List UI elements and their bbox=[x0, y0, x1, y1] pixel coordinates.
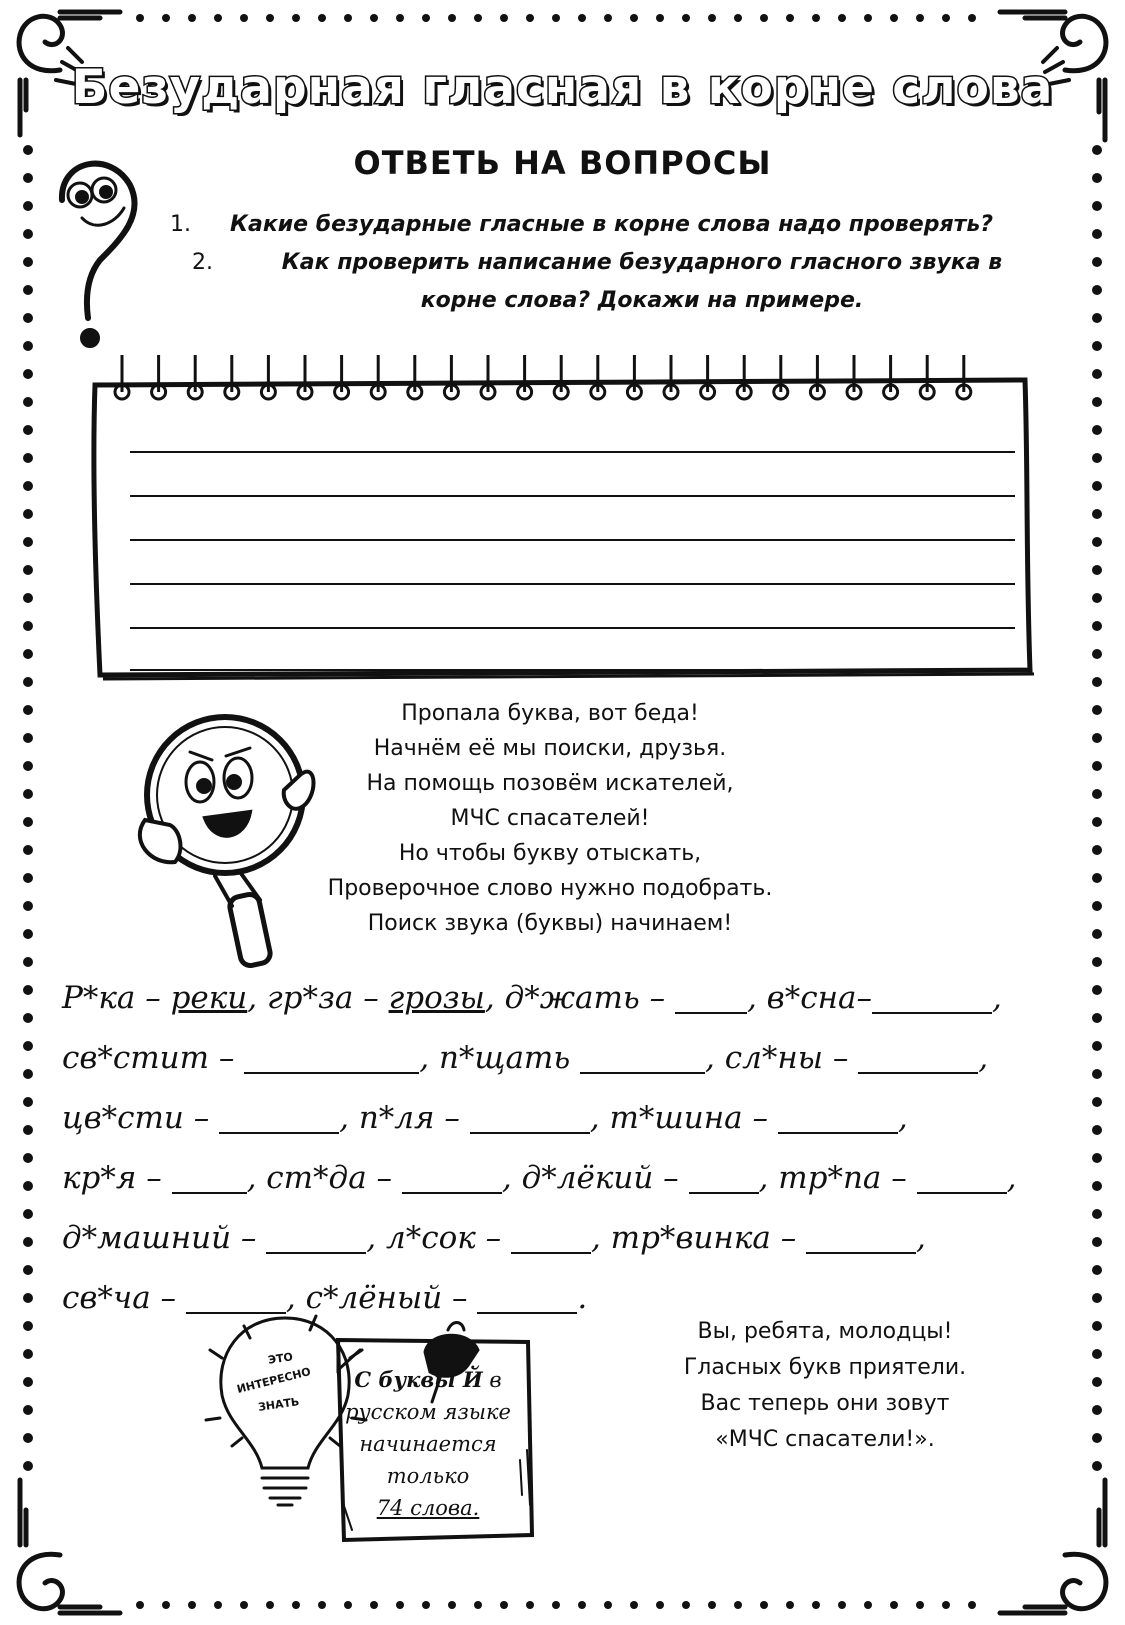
word-text: св*стит – bbox=[62, 1040, 245, 1076]
border-dot bbox=[1092, 481, 1102, 491]
border-dot bbox=[23, 1181, 33, 1191]
border-dot bbox=[23, 1097, 33, 1107]
poem-line: Но чтобы букву отыскать, bbox=[398, 841, 702, 866]
answer-blank[interactable] bbox=[477, 1282, 577, 1314]
border-dot bbox=[23, 649, 33, 659]
page-title: Безударная гласная в корне слова bbox=[71, 60, 1054, 115]
border-dot bbox=[23, 565, 33, 575]
word-text: цв*сти – bbox=[62, 1100, 220, 1136]
border-dot bbox=[1092, 1461, 1102, 1471]
border-dot bbox=[708, 14, 716, 22]
border-dot bbox=[604, 14, 612, 22]
poem-block bbox=[290, 696, 810, 941]
note-line: 74 слова. bbox=[376, 1496, 480, 1520]
border-dot bbox=[292, 14, 300, 22]
border-dot bbox=[23, 1265, 33, 1275]
example-answer: реки bbox=[170, 980, 248, 1016]
border-dot bbox=[1092, 537, 1102, 547]
border-dot bbox=[1092, 621, 1102, 631]
border-dot bbox=[23, 481, 33, 491]
border-dot bbox=[23, 229, 33, 239]
border-dot bbox=[136, 14, 144, 22]
border-dot bbox=[162, 14, 170, 22]
fact-note-text bbox=[344, 1364, 512, 1524]
border-dot bbox=[23, 509, 33, 519]
border-dot bbox=[396, 1601, 404, 1609]
border-dot bbox=[23, 1041, 33, 1051]
question-number: 2. bbox=[192, 250, 213, 275]
border-dot bbox=[682, 14, 690, 22]
border-dot bbox=[942, 14, 950, 22]
border-dot bbox=[23, 817, 33, 827]
border-dot bbox=[1092, 257, 1102, 267]
border-dot bbox=[630, 1601, 638, 1609]
border-dot bbox=[292, 1601, 300, 1609]
question-item bbox=[170, 206, 1070, 244]
border-dot bbox=[344, 1601, 352, 1609]
border-dot bbox=[23, 957, 33, 967]
poem-line: Начнём её мы поиски, друзья. bbox=[373, 736, 727, 761]
border-dot bbox=[188, 14, 196, 22]
border-dot bbox=[500, 1601, 508, 1609]
poem-line: МЧС спасателей! bbox=[450, 806, 650, 831]
border-dot bbox=[708, 1601, 716, 1609]
border-dot bbox=[1092, 593, 1102, 603]
border-dot bbox=[23, 789, 33, 799]
exercise-row bbox=[62, 1088, 1102, 1148]
word-text: . bbox=[577, 1280, 588, 1316]
border-dot bbox=[968, 14, 976, 22]
border-dot bbox=[23, 1377, 33, 1387]
border-dot bbox=[526, 1601, 534, 1609]
border-dot bbox=[188, 1601, 196, 1609]
word-text: , п*щать bbox=[419, 1040, 581, 1076]
border-dot bbox=[1092, 845, 1102, 855]
answer-blank[interactable] bbox=[244, 1042, 419, 1074]
border-dot bbox=[734, 1601, 742, 1609]
border-dot bbox=[23, 1013, 33, 1023]
border-dot bbox=[1092, 1433, 1102, 1443]
border-dot bbox=[916, 14, 924, 22]
word-text: Р*ка – bbox=[62, 980, 171, 1016]
border-dot bbox=[23, 1069, 33, 1079]
answer-blank[interactable] bbox=[172, 1162, 247, 1194]
border-dot bbox=[760, 14, 768, 22]
border-dot bbox=[23, 901, 33, 911]
section-subtitle: ОТВЕТЬ НА ВОПРОСЫ bbox=[353, 144, 772, 182]
border-dot bbox=[23, 873, 33, 883]
border-dot bbox=[214, 1601, 222, 1609]
exercise-row bbox=[62, 1028, 1102, 1088]
answer-blank[interactable] bbox=[858, 1042, 978, 1074]
border-dot bbox=[370, 14, 378, 22]
notebook-lines bbox=[130, 452, 1015, 670]
border-dot bbox=[23, 1293, 33, 1303]
word-text: , л*сок – bbox=[366, 1220, 511, 1256]
border-dot bbox=[838, 14, 846, 22]
word-text: , bbox=[916, 1220, 926, 1256]
word-text: , тр*винка – bbox=[590, 1220, 807, 1256]
border-dot bbox=[1092, 229, 1102, 239]
answer-blank[interactable] bbox=[872, 982, 992, 1014]
answer-blank[interactable] bbox=[778, 1102, 898, 1134]
answer-blank[interactable] bbox=[580, 1042, 705, 1074]
notebook-answer-box bbox=[94, 380, 1034, 679]
border-dot bbox=[1092, 901, 1102, 911]
border-dot bbox=[23, 453, 33, 463]
border-dot bbox=[1092, 313, 1102, 323]
border-dot bbox=[396, 14, 404, 22]
border-dot bbox=[23, 677, 33, 687]
note-line: начинается bbox=[359, 1432, 497, 1456]
border-dot bbox=[23, 845, 33, 855]
border-dot bbox=[838, 1601, 846, 1609]
border-dot bbox=[23, 1237, 33, 1247]
answer-blank[interactable] bbox=[186, 1282, 286, 1314]
border-dot bbox=[23, 369, 33, 379]
border-dot bbox=[1092, 565, 1102, 575]
border-dot bbox=[448, 1601, 456, 1609]
border-dot bbox=[23, 313, 33, 323]
word-text: , д*лёкий – bbox=[501, 1160, 689, 1196]
border-dot bbox=[656, 14, 664, 22]
border-dot bbox=[162, 1601, 170, 1609]
poem-line: На помощь позовём искателей, bbox=[366, 771, 734, 796]
word-text: св*ча – bbox=[62, 1280, 186, 1316]
border-dot bbox=[214, 14, 222, 22]
poem-line: Проверочное слово нужно подобрать. bbox=[327, 876, 773, 901]
border-dot bbox=[552, 14, 560, 22]
word-text: , bbox=[978, 1040, 989, 1076]
poem-line: «МЧС спасатели!». bbox=[715, 1427, 935, 1452]
answer-blank[interactable] bbox=[689, 1162, 759, 1194]
bulb-label-line: ЗНАТЬ bbox=[257, 1395, 301, 1414]
border-dot bbox=[23, 1405, 33, 1415]
border-dot bbox=[422, 14, 430, 22]
border-dot bbox=[318, 1601, 326, 1609]
question-text: Как проверить написание безударного гласного звука в корне слова? Докажи на примере. bbox=[281, 250, 1003, 313]
answer-blank[interactable] bbox=[511, 1222, 591, 1254]
border-dot bbox=[1092, 453, 1102, 463]
border-dot bbox=[370, 1601, 378, 1609]
exercise-row bbox=[62, 968, 1102, 1028]
border-dot bbox=[1092, 733, 1102, 743]
border-dot bbox=[23, 537, 33, 547]
border-dot bbox=[23, 761, 33, 771]
border-dot bbox=[1092, 1377, 1102, 1387]
border-dot bbox=[23, 593, 33, 603]
answer-blank[interactable] bbox=[470, 1102, 590, 1134]
border-dot bbox=[474, 14, 482, 22]
border-dot bbox=[1092, 957, 1102, 967]
bulb-label-line: ЭТО bbox=[267, 1350, 294, 1367]
border-dot bbox=[240, 1601, 248, 1609]
border-dot bbox=[552, 1601, 560, 1609]
border-dot bbox=[812, 1601, 820, 1609]
answer-blank[interactable] bbox=[266, 1222, 366, 1254]
border-dot bbox=[23, 341, 33, 351]
notebook-spiral-rings bbox=[115, 355, 971, 399]
answer-blank[interactable] bbox=[402, 1162, 502, 1194]
border-dot bbox=[23, 1125, 33, 1135]
border-dot bbox=[136, 1601, 144, 1609]
word-text: , bbox=[897, 1100, 908, 1136]
border-dot bbox=[23, 201, 33, 211]
answer-blank[interactable] bbox=[219, 1102, 339, 1134]
border-dot bbox=[23, 285, 33, 295]
border-dot bbox=[1092, 397, 1102, 407]
border-dot bbox=[942, 1601, 950, 1609]
border-dot bbox=[526, 14, 534, 22]
border-dot bbox=[23, 425, 33, 435]
word-text: , с*лёный – bbox=[285, 1280, 478, 1316]
border-dot bbox=[318, 14, 326, 22]
border-dot bbox=[1092, 761, 1102, 771]
border-dot bbox=[344, 14, 352, 22]
border-dot bbox=[23, 621, 33, 631]
question-mark-face-icon bbox=[62, 164, 135, 345]
border-dot bbox=[1092, 677, 1102, 687]
border-dot bbox=[578, 14, 586, 22]
poem-line: Поиск звука (буквы) начинаем! bbox=[367, 911, 733, 936]
border-dot bbox=[604, 1601, 612, 1609]
border-dot bbox=[890, 14, 898, 22]
exercise-row bbox=[62, 1208, 1102, 1268]
question-number: 1. bbox=[170, 212, 191, 237]
note-emphasis: С буквы Й bbox=[354, 1367, 483, 1392]
border-dot bbox=[1092, 649, 1102, 659]
corner-swirl-bottom-left-icon bbox=[19, 1480, 120, 1613]
border-dot bbox=[1092, 509, 1102, 519]
border-dot bbox=[578, 1601, 586, 1609]
border-dot bbox=[760, 1601, 768, 1609]
word-text: кр*я – bbox=[62, 1160, 172, 1196]
answer-blank[interactable] bbox=[806, 1222, 916, 1254]
border-dot bbox=[1092, 789, 1102, 799]
corner-swirl-bottom-right-icon bbox=[1000, 1480, 1106, 1613]
border-dot bbox=[916, 1601, 924, 1609]
border-dot bbox=[23, 985, 33, 995]
border-dot bbox=[630, 14, 638, 22]
border-dot bbox=[1092, 201, 1102, 211]
border-dot bbox=[23, 1461, 33, 1471]
border-dot bbox=[1092, 1349, 1102, 1359]
border-dot bbox=[1092, 285, 1102, 295]
fill-in-exercise bbox=[62, 968, 1102, 1328]
border-dot bbox=[23, 397, 33, 407]
border-dot bbox=[1092, 873, 1102, 883]
border-dot bbox=[968, 1601, 976, 1609]
word-text: , bbox=[1006, 1160, 1017, 1196]
border-dot bbox=[23, 1153, 33, 1163]
word-text: , тр*па – bbox=[758, 1160, 917, 1196]
border-dot bbox=[1092, 1405, 1102, 1415]
border-dot bbox=[734, 14, 742, 22]
question-text: Какие безударные гласные в корне слова надо проверять? bbox=[230, 212, 994, 237]
poem-line: Гласных букв приятели. bbox=[683, 1355, 967, 1380]
border-dot bbox=[1092, 341, 1102, 351]
border-dot bbox=[23, 1433, 33, 1443]
word-text: , в*сна– bbox=[746, 980, 872, 1016]
question-list bbox=[170, 206, 1070, 320]
bulb-label-line: ИНТЕРЕСНО bbox=[235, 1365, 313, 1396]
border-dot bbox=[812, 14, 820, 22]
note-line bbox=[344, 1364, 512, 1396]
question-item bbox=[170, 244, 1070, 320]
border-dot bbox=[1092, 705, 1102, 715]
answer-blank[interactable] bbox=[675, 982, 747, 1014]
border-dot bbox=[266, 14, 274, 22]
word-text: , д*жать – bbox=[484, 980, 675, 1016]
example-answer: грозы bbox=[388, 980, 485, 1016]
border-dot bbox=[266, 1601, 274, 1609]
word-text: , ст*да – bbox=[246, 1160, 402, 1196]
closing-poem bbox=[660, 1314, 990, 1458]
exercise-row bbox=[62, 1148, 1102, 1208]
border-dot bbox=[422, 1601, 430, 1609]
note-text: в bbox=[482, 1368, 502, 1392]
word-text: , гр*за – bbox=[247, 980, 389, 1016]
border-dot bbox=[656, 1601, 664, 1609]
border-dot bbox=[23, 1349, 33, 1359]
border-dot bbox=[23, 1321, 33, 1331]
border-dot bbox=[786, 1601, 794, 1609]
poem-line: Вы, ребята, молодцы! bbox=[697, 1319, 953, 1344]
border-dot bbox=[240, 14, 248, 22]
magnifier-character-icon bbox=[140, 717, 314, 967]
border-dot bbox=[682, 1601, 690, 1609]
border-dot bbox=[448, 14, 456, 22]
note-line: русском языке bbox=[345, 1400, 511, 1424]
border-dot bbox=[1092, 817, 1102, 827]
border-dot bbox=[1092, 425, 1102, 435]
border-dot bbox=[23, 1209, 33, 1219]
note-line: только bbox=[386, 1464, 470, 1488]
word-text: , bbox=[991, 980, 1002, 1016]
border-dot bbox=[23, 929, 33, 939]
border-dot bbox=[23, 733, 33, 743]
word-text: , т*шина – bbox=[589, 1100, 778, 1136]
border-dot bbox=[23, 705, 33, 715]
word-text: д*машний – bbox=[62, 1220, 267, 1256]
border-dot bbox=[500, 14, 508, 22]
border-dot bbox=[786, 14, 794, 22]
border-dot bbox=[864, 1601, 872, 1609]
poem-line: Пропала буква, вот беда! bbox=[401, 701, 699, 726]
word-text: , п*ля – bbox=[339, 1100, 470, 1136]
border-dot bbox=[1092, 929, 1102, 939]
border-dot bbox=[1092, 369, 1102, 379]
word-text: , сл*ны – bbox=[705, 1040, 859, 1076]
border-dot bbox=[23, 257, 33, 267]
border-dot bbox=[864, 14, 872, 22]
answer-blank[interactable] bbox=[917, 1162, 1007, 1194]
border-dot bbox=[890, 1601, 898, 1609]
border-dot bbox=[474, 1601, 482, 1609]
poem-line: Вас теперь они зовут bbox=[700, 1391, 950, 1416]
